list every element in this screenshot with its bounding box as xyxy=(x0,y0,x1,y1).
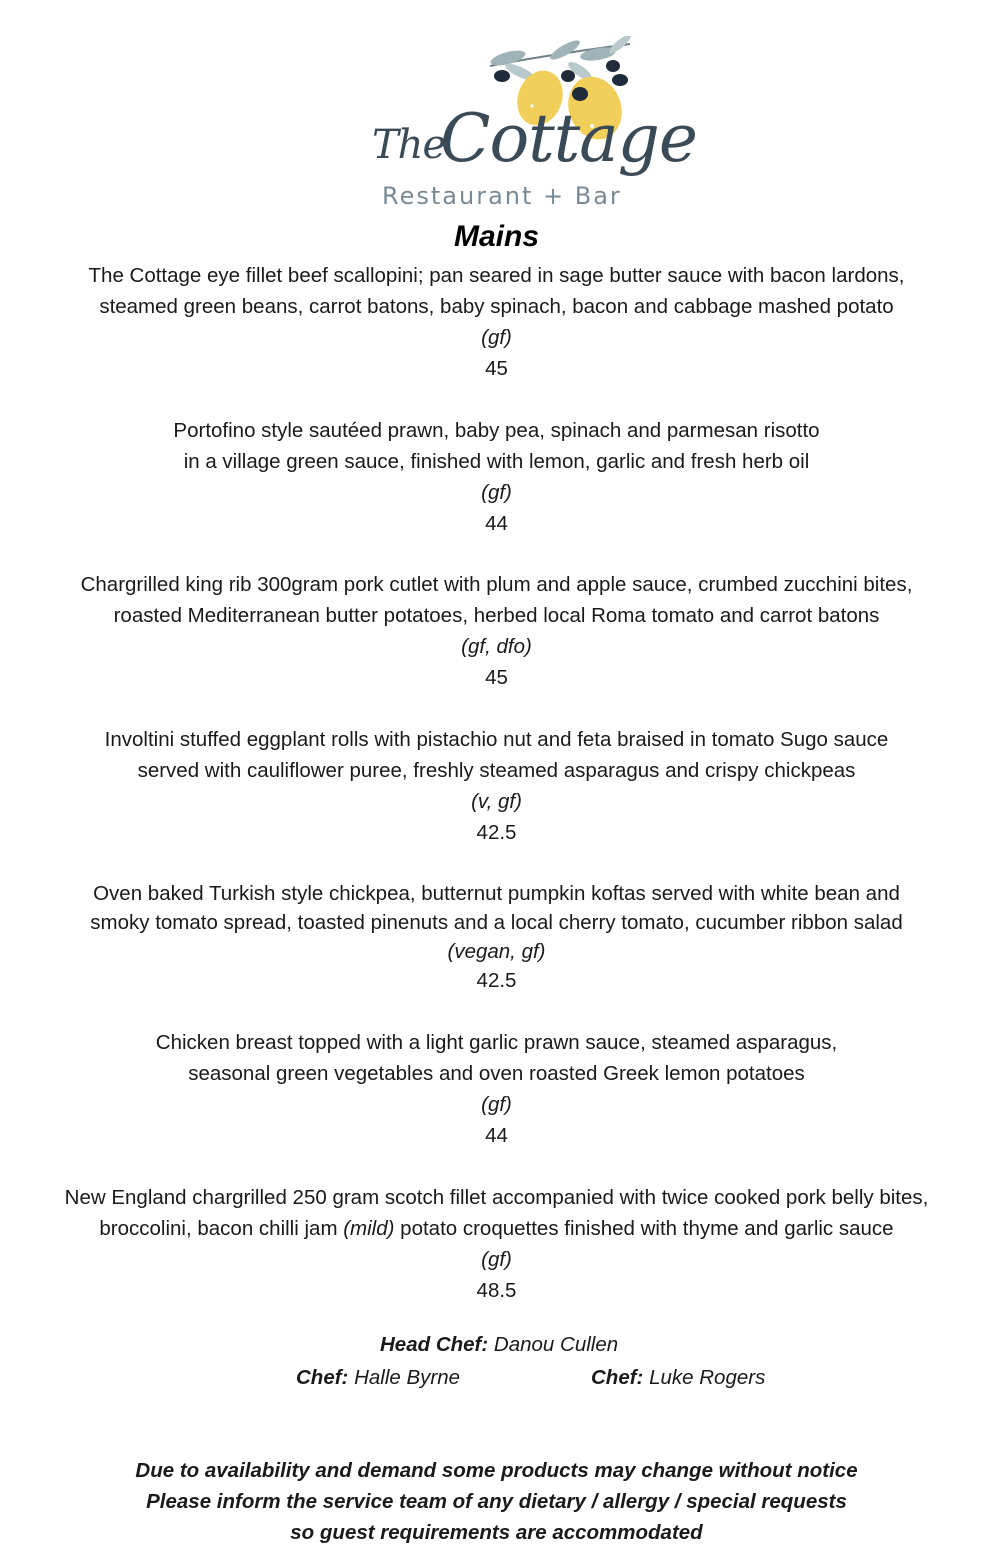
dish-price: 45 xyxy=(485,666,508,689)
dish-price: 42.5 xyxy=(476,969,517,992)
section-title: Mains xyxy=(453,220,540,253)
logo-name-text: Cottage xyxy=(440,100,697,177)
head-chef-credit xyxy=(380,1333,618,1357)
dish-description-part: broccolini, bacon chilli jam xyxy=(99,1217,344,1240)
dish-description-line: Involtini stuffed eggplant rolls with pistachio nut and feta braised in tomato Sugo sauce xyxy=(104,728,889,751)
dish-price: 48.5 xyxy=(476,1279,517,1302)
dish-dietary-tag: (vegan, gf) xyxy=(447,940,546,963)
dish-description-line: seasonal green vegetables and oven roasted Greek lemon potatoes xyxy=(188,1062,805,1085)
spice-level-tag: (mild) xyxy=(343,1217,395,1240)
menu-item xyxy=(0,569,993,693)
chef-credit xyxy=(296,1366,460,1390)
menu-item xyxy=(0,724,993,848)
dish-dietary-tag: (v, gf) xyxy=(471,790,522,813)
dish-description-line: Chicken breast topped with a light garlic prawn sauce, steamed asparagus, xyxy=(155,1031,838,1054)
dish-description-line: steamed green beans, carrot batons, baby spinach, bacon and cabbage mashed potato xyxy=(99,295,894,318)
notice-line: Please inform the service team of any dietary / allergy / special requests xyxy=(146,1490,847,1513)
chef-label: Chef: xyxy=(296,1366,349,1389)
availability-notice xyxy=(0,1455,993,1548)
chef-name: Luke Rogers xyxy=(643,1366,766,1389)
dish-price: 44 xyxy=(485,1124,508,1147)
menu-item xyxy=(0,260,993,384)
dish-dietary-tag: (gf) xyxy=(481,1093,512,1116)
dish-description-line: Chargrilled king rib 300gram pork cutlet with plum and apple sauce, crumbed zucchini bites, xyxy=(80,573,913,596)
dish-dietary-tag: (gf) xyxy=(481,326,512,349)
dish-dietary-tag: (gf, dfo) xyxy=(461,635,532,658)
notice-line: Due to availability and demand some products may change without notice xyxy=(135,1459,858,1482)
menu-item xyxy=(0,415,993,539)
dish-price: 44 xyxy=(485,512,508,535)
chef-label: Chef: xyxy=(591,1366,644,1389)
dish-description-line xyxy=(0,1213,993,1244)
dish-price: 45 xyxy=(485,357,508,380)
head-chef-label: Head Chef: xyxy=(380,1333,489,1356)
head-chef-name: Danou Cullen xyxy=(488,1333,619,1356)
dish-description-line: smoky tomato spread, toasted pinenuts and a local cherry tomato, cucumber ribbon salad xyxy=(90,911,903,934)
dish-dietary-tag: (gf) xyxy=(481,481,512,504)
logo-subtitle-text: Restaurant + Bar xyxy=(382,182,622,210)
dish-description-line: roasted Mediterranean butter potatoes, herbed local Roma tomato and carrot batons xyxy=(113,604,880,627)
chef-name: Halle Byrne xyxy=(348,1366,461,1389)
dish-description-line: Portofino style sautéed prawn, baby pea, spinach and parmesan risotto xyxy=(173,419,820,442)
dish-description-line: in a village green sauce, finished with lemon, garlic and fresh herb oil xyxy=(183,450,810,473)
menu-item xyxy=(0,879,993,995)
dish-description-part: potato croquettes finished with thyme and garlic sauce xyxy=(394,1217,894,1240)
restaurant-logo xyxy=(360,30,697,215)
dish-price: 42.5 xyxy=(476,821,517,844)
chef-credit xyxy=(591,1366,765,1390)
dish-description-line: New England chargrilled 250 gram scotch fillet accompanied with twice cooked pork belly bites, xyxy=(64,1186,929,1209)
logo-the-text: The xyxy=(372,122,446,168)
notice-line: so guest requirements are accommodated xyxy=(290,1521,703,1544)
dish-description-line: served with cauliflower puree, freshly steamed asparagus and crispy chickpeas xyxy=(137,759,856,782)
dish-description-line: The Cottage eye fillet beef scallopini; pan seared in sage butter sauce with bacon lardons, xyxy=(88,264,905,287)
dish-description-line: Oven baked Turkish style chickpea, butternut pumpkin koftas served with white bean and xyxy=(93,882,900,905)
dish-dietary-tag: (gf) xyxy=(481,1248,512,1271)
menu-item xyxy=(0,1027,993,1151)
menu-item xyxy=(0,1182,993,1306)
